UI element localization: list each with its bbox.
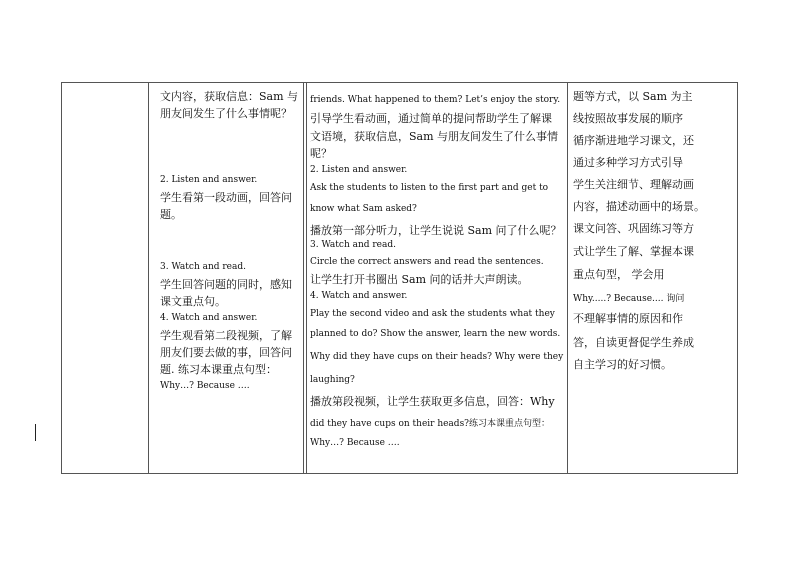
text-line: 题等方式，以 Sam 为主 <box>573 90 693 103</box>
text-line: 学生观看第二段视频，了解 <box>160 329 292 342</box>
text-line: 学生回答问题的同时，感知 <box>160 278 292 291</box>
text-line: 播放第段视频，让学生获取更多信息，回答：Why <box>310 395 555 408</box>
text-line: 学生关注细节、理解动画 <box>573 178 694 191</box>
text-line: 3. Watch and read. <box>160 262 246 272</box>
text-line: friends. What happened to them? Let’s enjoy the story. <box>310 95 561 105</box>
text-line: Why…? Because …. <box>310 438 400 448</box>
text-line: 式让学生了解、掌握本课 <box>573 245 694 258</box>
text-line: 课文问答、巩固练习等方 <box>573 222 694 235</box>
text-line: planned to do? Show the answer, learn the new words. <box>310 329 561 339</box>
text-line: 题. 练习本课重点句型： <box>160 363 277 376</box>
text-line: 播放第一部分听力，让学生说说 Sam 问了什么呢？ <box>310 224 562 237</box>
text-line: 让学生打开书圈出 Sam 问的话并大声朗读。 <box>310 273 529 286</box>
text-line: 答，自读更督促学生养成 <box>573 336 694 349</box>
text-line: 题。 <box>160 208 182 221</box>
text-line: Why did they have cups on their heads? Why were they <box>310 352 564 362</box>
text-line: 4. Watch and answer. <box>310 291 408 301</box>
column-divider <box>148 83 149 473</box>
text-line: Play the second video and ask the students what they <box>310 309 555 319</box>
text-line: Ask the students to listen to the first part and get to <box>310 183 549 193</box>
text-cursor <box>35 424 36 441</box>
text-line: 文语境，获取信息，Sam 与朋友间发生了什么事情 <box>310 130 559 143</box>
text-line: did they have cups on their heads?练习本课重点句型： <box>310 419 551 429</box>
text-line: 线按照故事发展的顺序 <box>573 112 683 125</box>
text-line: 朋友们要去做的事，回答问 <box>160 346 292 359</box>
text-line: 引导学生看动画，通过简单的提问帮助学生了解课 <box>310 112 552 125</box>
column-divider <box>303 83 307 473</box>
text-line: 学生看第一段动画，回答问 <box>160 191 292 204</box>
text-line: 文内容，获取信息：Sam 与 <box>160 90 299 103</box>
text-line: 自主学习的好习惯。 <box>573 358 672 371</box>
text-line: 3. Watch and read. <box>310 240 396 250</box>
text-line: 2. Listen and answer. <box>310 165 408 175</box>
text-line: 呢？ <box>310 147 332 160</box>
text-line: 不理解事情的原因和作 <box>573 312 683 325</box>
text-line: 重点句型， 学会用 <box>573 268 665 281</box>
text-line: Why.....? Because.... 询问 <box>573 294 685 304</box>
text-line: 通过多种学习方式引导 <box>573 156 683 169</box>
text-line: Circle the correct answers and read the sentences. <box>310 257 544 267</box>
text-line: laughing? <box>310 375 355 385</box>
text-line: 内容，描述动画中的场景。 <box>573 200 705 213</box>
text-line: know what Sam asked? <box>310 204 417 214</box>
column-divider <box>567 83 568 473</box>
text-line: 朋友间发生了什么事情呢？ <box>160 107 292 120</box>
text-line: 课文重点句。 <box>160 295 226 308</box>
text-line: Why…? Because …. <box>160 381 250 391</box>
text-line: 循序渐进地学习课文，还 <box>573 134 694 147</box>
lesson-plan-table <box>61 82 738 474</box>
text-line: 4. Watch and answer. <box>160 313 258 323</box>
text-line: 2. Listen and answer. <box>160 175 258 185</box>
